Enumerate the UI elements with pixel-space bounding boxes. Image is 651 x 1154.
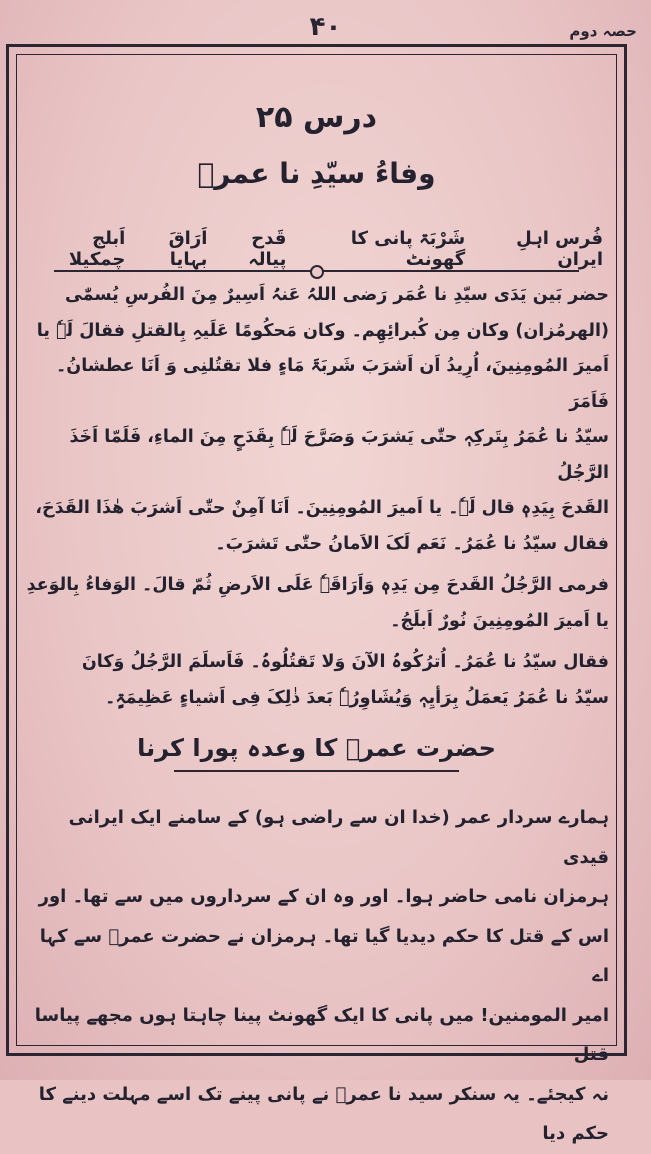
- section-label: حصہ دوم: [569, 22, 637, 40]
- vocab-item: اَبلج چمکیلا: [68, 228, 126, 270]
- ornamental-divider: [54, 270, 579, 272]
- urdu-line: ہمارے سردار عمر (خدا ان سے راضی ہو) کے سامنے ایک ایرانی قیدی: [68, 807, 609, 868]
- arabic-line: (الھرمُزان) وکان مِن کُبرائِھِم۔ وکان مَحکُومًا عَلَیہِ بِالقتلِ فقالَ لَہٗ یا: [36, 320, 609, 341]
- arabic-line: سیّدُ نا عُمَرُ بِتَرکِہٖ حتّٰی یَشرَبَ وَصَرَّحَ لَہٗ بِقَدَحٍ مِنَ الماءِ، فَلَمّا اَخَذَ الرَّجُلُ: [69, 427, 609, 483]
- vocab-item: شَرْبَۃ پانی کا گھونٹ: [350, 228, 466, 270]
- vocabulary-list: [24, 228, 609, 270]
- urdu-line: امیر المومنین! میں پانی کا ایک گھونٹ پینا چاہتا ہوں مجھے پیاسا قتل: [34, 1004, 609, 1065]
- arabic-line: یا اَمیرَ المُومِنِینَ نُورٌ اَبلَجُ۔: [390, 610, 609, 631]
- arabic-line: اَمیرَ المُومِنِینَ، اُرِیدُ اَن اَشرَبَ شَربَۃَ مَاءٍ فلا تقتُلنِی وَ اَنَا عطشانُ۔ فَاَمَرَ: [56, 356, 609, 412]
- urdu-line: نہ کیجئے۔ یہ سنکر سید نا عمرؓ نے پانی پینے تک اسے مہلت دینے کا حکم دیا: [38, 1083, 609, 1144]
- page-content: [24, 96, 609, 1154]
- vocab-item: اَرَاقَ بہایا: [168, 228, 208, 270]
- urdu-line: ہرمزان نامی حاضر ہوا۔ اور وہ ان کے سرداروں میں سے تھا۔ اور: [38, 886, 609, 907]
- arabic-line: فقال سیّدُ نا عُمَرُ۔ نَعَم لَکَ الاَمانُ حتّٰی تَشرَبَ۔: [215, 533, 609, 554]
- vocab-item: قَدح پیالہ: [248, 228, 287, 270]
- heading-underline: [174, 770, 459, 772]
- urdu-line: اس کے قتل کا حکم دیدیا گیا تھا۔ ہرمزان نے حضرت عمرؓ سے کہا اے: [39, 925, 609, 986]
- page-number: ۴۰: [309, 12, 342, 42]
- section-heading: حضرت عمرؓ کا وعدہ پورا کرنا: [137, 734, 496, 762]
- arabic-line: فرمی الرَّجُلُ القَدحَ مِن یَدِہٖ وَاَرَاقَہٗ عَلَی الاَرضِ ثُمّ قالَ۔ الوَفاءُ بِالوَعدِ: [26, 575, 609, 595]
- arabic-line: فقال سیّدُ نا عُمَرُ۔ اُترُکُوہُ الآنَ وَلا تَقتُلُوہُ۔ فَاَسلَمَ الرَّجُلُ وَکانَ: [81, 652, 609, 672]
- vocab-item: فُرس اہلِ ایران: [516, 228, 603, 270]
- urdu-translation: [24, 798, 609, 1154]
- lesson-subtitle: وفاءُ سیّدِ نا عمرؓ: [197, 157, 436, 190]
- arabic-passage: [24, 278, 609, 716]
- lesson-title: درس ۲۵: [255, 100, 378, 135]
- arabic-line: سیّدُ نا عُمَرُ یَعمَلُ بِرَأیِہٖ وَیُشَاوِرُہٗ بَعدَ ذٰلِکَ فِی اَشیاءٍ عَظِیمَۃٍ۔: [105, 687, 609, 708]
- arabic-line: حضر بَین یَدَی سیّدِ نا عُمَر رَضی اللہُ عَنہُ اَسِیرٌ مِنَ الفُرسِ یُسمّٰی: [64, 285, 609, 305]
- arabic-line: القَدحَ بِیَدِہٖ قال لَہٗ۔ یا اَمیرَ المُومِنِینَ۔ اَنَا آمِنٌ حتّٰی اَشرَبَ ھٰذَا القَدَحَ،: [35, 498, 609, 518]
